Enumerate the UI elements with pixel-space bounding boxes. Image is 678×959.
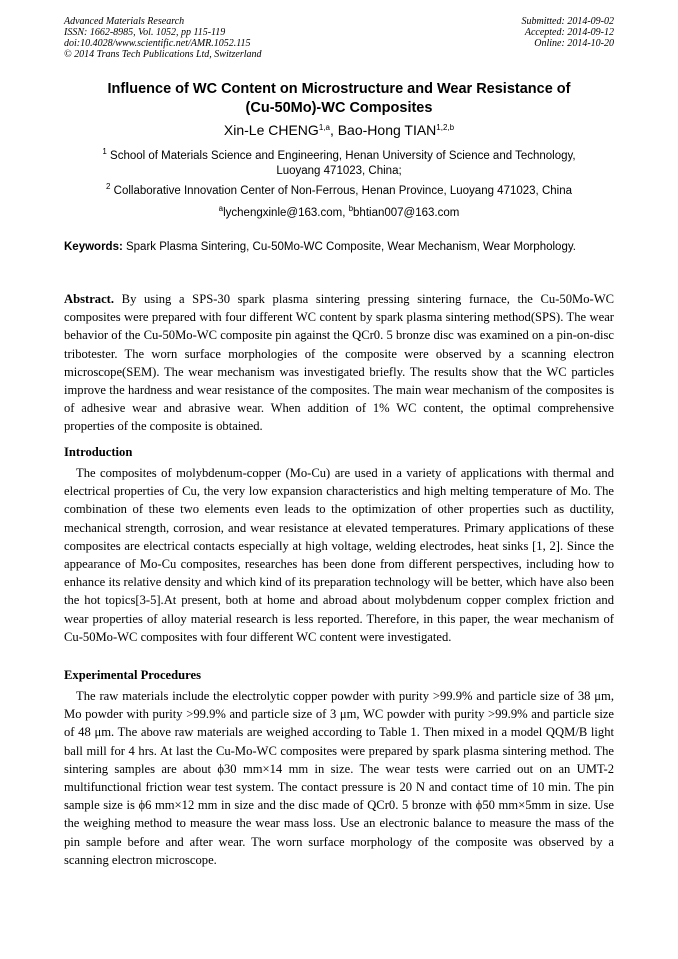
author-emails bbox=[64, 206, 614, 221]
affiliation-1 bbox=[64, 149, 614, 179]
paper-title-line-2: (Cu-50Mo)-WC Composites bbox=[245, 100, 433, 116]
submitted-date: Submitted: 2014-09-02 bbox=[521, 16, 614, 27]
abstract-text: By using a SPS-30 spark plasma sintering pressing sintering furnace, the Cu-50Mo-WC composites were prepared with four different WC content by spark plasma sintering method(SPS). The wear behavior of the Cu-50Mo-WC composite pin against the QCr0. 5 bronze disc was examined on a pin-on-disc tribotester. The worn surface morphologies of the composite were observed by a scanning electron microscope(SEM). The wear mechanism was investigated briefly. The results show that the WC particles improve the hardness and wear resistance of the composites. The main wear mechanism of the composites is of adhesive wear and abrasive wear. When addition of 1% WC content, the optimal comprehensive properties of the composite is obtained. bbox=[64, 292, 614, 434]
experimental-paragraph: The raw materials include the electrolytic copper powder with purity >99.9% and particle size of 38 μm, Mo powder with purity >99.9% and particle size of 3 μm, WC powder with purity >99.9% and particle size of 48 μm. The above raw materials are weighed according to Table 1. Then mixed in a model QQM/B light ball mill for 4 hrs. At last the Cu-Mo-WC composites were prepared by spark plasma sintering method. The sintering samples are about ϕ30 mm×14 mm in size. The wear tests were carried out on an UMT-2 multifunctional friction wear test system. The contact pressure is 20 N and contact time of 10 min. The pin sample size is ϕ6 mm×12 mm in size and the disc made of QCr0. 5 bronze with ϕ50 mm×5mm in size. Use the weighing method to measure the wear mass loss. Use an electronic balance to measure the mass of the pin sample before and after wear. The worn surface morphology of the composite was observed by a scanning electron microscope. bbox=[64, 689, 614, 867]
author-separator: , bbox=[329, 122, 338, 138]
paper-title bbox=[64, 80, 614, 118]
affiliation-text: School of Materials Science and Engineering, Henan University of Science and Technology, bbox=[106, 150, 576, 162]
keywords-label: Keywords: bbox=[64, 241, 123, 253]
author-list bbox=[64, 121, 614, 139]
experimental-heading: Experimental Procedures bbox=[64, 668, 201, 682]
affiliation-superscript: 2 bbox=[105, 182, 111, 191]
affiliation-1-line-1 bbox=[64, 149, 614, 164]
paper-title-line-1: Influence of WC Content on Microstructure and Wear Resistance of bbox=[107, 81, 571, 97]
keywords-section bbox=[64, 240, 614, 255]
email-superscript: b bbox=[348, 204, 354, 213]
journal-issn: ISSN: 1662-8985, Vol. 1052, pp 115-119 bbox=[64, 27, 226, 38]
accepted-date: Accepted: 2014-09-12 bbox=[524, 27, 614, 38]
affiliation-superscript: 1 bbox=[102, 147, 107, 156]
journal-header-left bbox=[64, 16, 262, 60]
email-separator: , bbox=[342, 207, 349, 219]
author-superscript: 1,2,b bbox=[436, 123, 455, 132]
abstract-label: Abstract. bbox=[64, 292, 115, 306]
author-superscript: 1,a bbox=[318, 123, 330, 132]
journal-header-right bbox=[522, 16, 615, 49]
author-name: Bao-Hong TIAN bbox=[337, 122, 437, 138]
email-superscript: a bbox=[218, 204, 224, 213]
abstract-section bbox=[64, 290, 614, 436]
affiliation-1-line-2: Luoyang 471023, China; bbox=[276, 165, 402, 177]
journal-name: Advanced Materials Research bbox=[64, 16, 185, 27]
introduction-heading: Introduction bbox=[64, 445, 133, 459]
author-name: Xin-Le CHENG bbox=[223, 122, 319, 138]
affiliation-2 bbox=[64, 184, 614, 199]
journal-doi: doi:10.4028/www.scientific.net/AMR.1052.115 bbox=[64, 38, 251, 49]
email-address[interactable]: bhtian007@163.com bbox=[353, 207, 460, 219]
email-address[interactable]: lychengxinle@163.com bbox=[223, 207, 343, 219]
online-date: Online: 2014-10-20 bbox=[534, 38, 614, 49]
affiliation-text: Collaborative Innovation Center of Non-Ferrous, Henan Province, Luoyang 471023, China bbox=[110, 185, 572, 197]
journal-copyright: © 2014 Trans Tech Publications Ltd, Switzerland bbox=[64, 49, 262, 60]
keywords-text: Spark Plasma Sintering, Cu-50Mo-WC Composite, Wear Mechanism, Wear Morphology. bbox=[122, 241, 576, 253]
introduction-paragraph: The composites of molybdenum-copper (Mo-Cu) are used in a variety of applications with thermal and electrical properties of Cu, the very low expansion characteristics and high melting temperature of Mo. The combination of these two elements even leads to the optimization of other properties such as ductility, mechanical strength, corrosion, and wear resistance at elevated temperatures. Primary applications of these composites are electrical contacts especially at high voltage, welding electrodes, heat sinks [1, 2]. Since the appearance of Mo-Cu composites, researches has been done from different perspectives, including how to enhance its relative density and which kind of its preparation technology will be better, which have also been the hot topics[3-5].At present, both at home and abroad about molybdenum copper complex friction and wear properties of alloy material research is less reported. Therefore, in this paper, the wear mechanism of Cu-50Mo-WC composites with four different WC content were investigated. bbox=[64, 466, 614, 644]
